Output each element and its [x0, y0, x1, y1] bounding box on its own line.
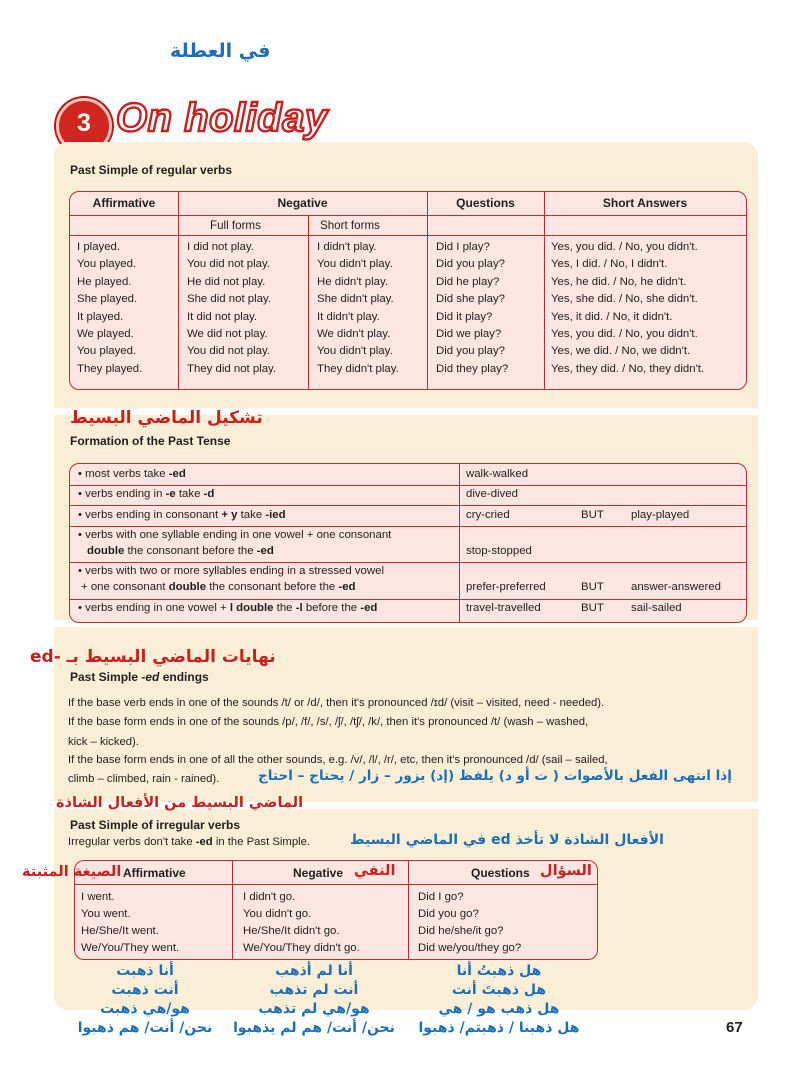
table-cell: He played. [77, 275, 132, 288]
header-negative: Negative [277, 196, 328, 210]
table-cell: We played. [77, 328, 134, 341]
short-answers-column [551, 239, 704, 378]
table-cell: You went. [81, 908, 131, 920]
endings-paragraph-3a: If the base form ends in one of all the other sounds, e.g. /v/, /l/, /r/, etc, then it's pronounced /d/ (sail – sailed, [68, 754, 608, 766]
irregular-section-title: Past Simple of irregular verbs [70, 818, 241, 832]
example: stop-stopped [466, 545, 532, 557]
title-part: endings [159, 670, 209, 684]
table-cell: He didn't play. [317, 275, 388, 288]
table-cell: Did I play? [436, 241, 490, 253]
but-label: BUT [581, 509, 604, 521]
rule-bold: -ied [265, 509, 286, 521]
rule-text: • verbs ending in [78, 488, 166, 500]
table-cell: You didn't play. [317, 258, 393, 271]
divider [544, 192, 545, 389]
table-cell: Did you go? [418, 908, 479, 920]
arabic-page-title: في العطلة [170, 40, 271, 62]
page-number: 67 [726, 1019, 743, 1036]
table-cell: Yes, we did. / No, we didn't. [551, 345, 691, 358]
table-cell: Yes, you did. / No, you didn't. [551, 328, 698, 341]
table-cell: It did not play. [187, 310, 258, 323]
table-cell: Yes, he did. / No, he didn't. [551, 275, 687, 288]
table-cell: We/You/They went. [81, 942, 180, 954]
endings-paragraph-2b: kick – kicked). [68, 736, 139, 748]
divider [70, 562, 746, 563]
example: cry-cried [466, 509, 510, 521]
arabic-translation: أنت لم تذهب [269, 982, 359, 998]
title-part: -ed [141, 670, 160, 684]
arabic-translation: هو/هي ذهبت [100, 1001, 190, 1017]
arabic-endings-note: إذا انتهى الفعل بالأصوات ( ت أو د) يلفظ (إد) يزور – زار / يحتاج – احتاج [258, 768, 732, 784]
example-2: sail-sailed [631, 602, 682, 614]
table-cell: You played. [77, 258, 137, 271]
rule-text: before the [302, 602, 361, 614]
arabic-formation-title: تشكيل الماضي البسيط [70, 408, 263, 428]
note-part: Irregular verbs don't take [68, 836, 196, 848]
table-cell: You did not play. [187, 258, 270, 271]
note-part: -ed [195, 836, 213, 848]
but-label: BUT [581, 602, 604, 614]
table-cell: Yes, it did. / No, it didn't. [551, 310, 673, 323]
table-cell: I played. [77, 241, 121, 253]
rule-bold: + y [221, 509, 238, 521]
endings-paragraph-3b: climb – climbed, rain - rained). [68, 773, 220, 785]
table-cell: Did I go? [418, 891, 464, 903]
table-cell: I didn't go. [243, 891, 296, 903]
arabic-translation: نحن/ أنت/ هم ذهبوا [77, 1020, 213, 1036]
arabic-translation: نحن/ أنت/ هم لم يذهبوا [233, 1020, 395, 1036]
table-cell: Did he play? [436, 275, 500, 288]
unit-number: 3 [77, 109, 91, 137]
divider [70, 215, 746, 216]
table-cell: She played. [77, 293, 138, 306]
example-2: play-played [631, 509, 690, 521]
irregular-note [68, 836, 310, 848]
rule-text: the [273, 602, 296, 614]
example-2: answer-answered [631, 581, 721, 593]
questions-column [436, 239, 508, 378]
table-cell: Did he/she/it go? [418, 925, 504, 937]
rule-bold: -ed [360, 602, 378, 614]
arabic-endings-title: نهايات الماضي البسيط بـ -ed [30, 647, 276, 667]
arabic-negative-list [232, 962, 396, 1038]
table-cell: It didn't play. [317, 310, 380, 323]
table-cell: You played. [77, 345, 137, 358]
arabic-irregular-note: الأفعال الشاذة لا تأخذ ed في الماضي البسيط [350, 832, 664, 848]
table-cell: You did not play. [187, 345, 270, 358]
divider [232, 861, 233, 959]
divider [427, 192, 428, 389]
arabic-translation: هو/هي لم تذهب [258, 1001, 370, 1017]
divider [70, 485, 746, 486]
table-cell: She did not play. [187, 293, 272, 306]
table-cell: We didn't play. [317, 328, 391, 341]
header-short-answers: Short Answers [602, 196, 688, 210]
table-cell: Yes, I did. / No, I didn't. [551, 258, 668, 271]
regular-section-title: Past Simple of regular verbs [70, 163, 233, 177]
table-cell: I went. [81, 891, 115, 903]
table-cell: He did not play. [187, 275, 266, 288]
table-cell: You didn't play. [317, 345, 393, 358]
table-cell: Did we play? [436, 328, 502, 341]
endings-section-title [70, 670, 209, 684]
table-cell: Did they play? [436, 362, 509, 375]
subheader-short-forms: Short forms [320, 219, 380, 232]
arabic-affirmative-list [70, 962, 220, 1038]
divider [70, 526, 746, 527]
but-label: BUT [581, 581, 604, 593]
table-cell: I did not play. [187, 241, 254, 253]
formation-table [69, 463, 747, 623]
example: prefer-preferred [466, 581, 546, 593]
negative-column [243, 889, 360, 957]
regular-verbs-table [69, 191, 747, 390]
rule-bold: -e [165, 488, 176, 500]
note-part: in the Past Simple. [212, 836, 311, 848]
rule-text: • verbs ending in consonant [78, 509, 222, 521]
questions-column [418, 889, 521, 957]
table-cell: She didn't play. [317, 293, 394, 306]
subheader-full-forms: Full forms [210, 219, 261, 232]
rule-text: • verbs ending in one vowel + [78, 602, 230, 614]
arabic-translation: أنا لم أذهب [275, 963, 353, 979]
table-cell: We did not play. [187, 328, 268, 341]
rule-bold: -l [295, 602, 303, 614]
affirmative-column [77, 239, 142, 378]
arabic-header-negative: النفي [354, 863, 396, 879]
rule-bold: double [168, 581, 207, 593]
rule-bold: -ed [338, 581, 356, 593]
divider [70, 505, 746, 506]
example: dive-dived [466, 488, 518, 500]
arabic-header-affirmative: الصيغة المثبتة [22, 864, 122, 880]
divider [70, 235, 746, 236]
full-forms-column [187, 239, 276, 378]
table-cell: You didn't go. [243, 908, 312, 920]
divider [70, 599, 746, 600]
table-cell: I didn't play. [317, 241, 377, 253]
endings-paragraph-2a: If the base form ends in one of the sounds /p/, /f/, /s/, /ʃ/, /tʃ/, /k/, then it's pronounced /t/ (wash – washed, [68, 716, 589, 728]
header-affirmative: Affirmative [123, 866, 186, 880]
arabic-translation: هل ذهب هو / هي [438, 1001, 560, 1017]
arabic-header-questions: السؤال [540, 863, 592, 879]
rule-text: • verbs with one syllable ending in one vowel + one consonant [78, 529, 392, 541]
header-affirmative: Affirmative [92, 196, 156, 210]
rule-text: • verbs with two or more syllables ending in a stressed vowel [78, 565, 384, 577]
arabic-translation: هل ذهبتَ أنت [451, 982, 547, 998]
title-part: Past Simple [70, 670, 142, 684]
rule-text: take [175, 488, 204, 500]
divider [408, 861, 409, 959]
table-cell: Did it play? [436, 310, 493, 323]
header-negative: Negative [293, 866, 344, 880]
arabic-questions-list [414, 962, 584, 1038]
arabic-translation: أنا ذهبت [116, 963, 174, 979]
table-cell: He/She/It didn't go. [243, 925, 340, 937]
table-cell: Did she play? [436, 293, 506, 306]
arabic-translation: أنت ذهبت [111, 982, 179, 998]
table-cell: Yes, they did. / No, they didn't. [551, 362, 705, 375]
rule-text: + one consonant [81, 581, 169, 593]
table-cell: He/She/It went. [81, 925, 159, 937]
affirmative-column [81, 889, 179, 957]
short-forms-column [317, 239, 399, 378]
arabic-translation: هل ذهبتُ أنا [456, 963, 542, 979]
rule-text: the consonant before the [206, 581, 339, 593]
divider [308, 216, 309, 389]
arabic-translation: هل ذهبنا / ذهبتم/ ذهبوا [418, 1020, 580, 1036]
rule-text: take [237, 509, 266, 521]
header-questions: Questions [456, 196, 515, 210]
divider [178, 192, 179, 389]
table-cell: Yes, she did. / No, she didn't. [551, 293, 698, 306]
table-cell: Did we/you/they go? [418, 942, 522, 954]
irregular-verbs-table [74, 860, 598, 960]
rule-bold: l double [229, 602, 274, 614]
header-questions: Questions [471, 866, 530, 880]
rule-bold: double [87, 545, 125, 557]
table-cell: It played. [77, 310, 124, 323]
table-cell: They didn't play. [317, 362, 399, 375]
table-cell: Yes, you did. / No, you didn't. [551, 241, 698, 253]
endings-paragraph-1: If the base verb ends in one of the sounds /t/ or /d/, then it's pronounced /ɪd/ (visit – visited, need - needed). [68, 697, 605, 709]
rule-bold: -d [203, 488, 215, 500]
table-cell: Did you play? [436, 345, 506, 358]
rule-bold: -ed [168, 468, 186, 480]
table-cell: We/You/They didn't go. [243, 942, 360, 954]
table-cell: They did not play. [187, 362, 277, 375]
example: walk-walked [466, 468, 529, 480]
unit-title: On holiday [116, 96, 328, 140]
arabic-irregular-title: الماضي البسيط من الأفعال الشاذة [56, 795, 304, 811]
formation-section-title: Formation of the Past Tense [70, 434, 231, 448]
table-cell: They played. [77, 362, 143, 375]
table-cell: Did you play? [436, 258, 506, 271]
rule-text: the consonant before the [124, 545, 257, 557]
rule-bold: -ed [256, 545, 274, 557]
rule-text: • most verbs take [78, 468, 169, 480]
example: travel-travelled [466, 602, 541, 614]
divider [75, 884, 597, 885]
